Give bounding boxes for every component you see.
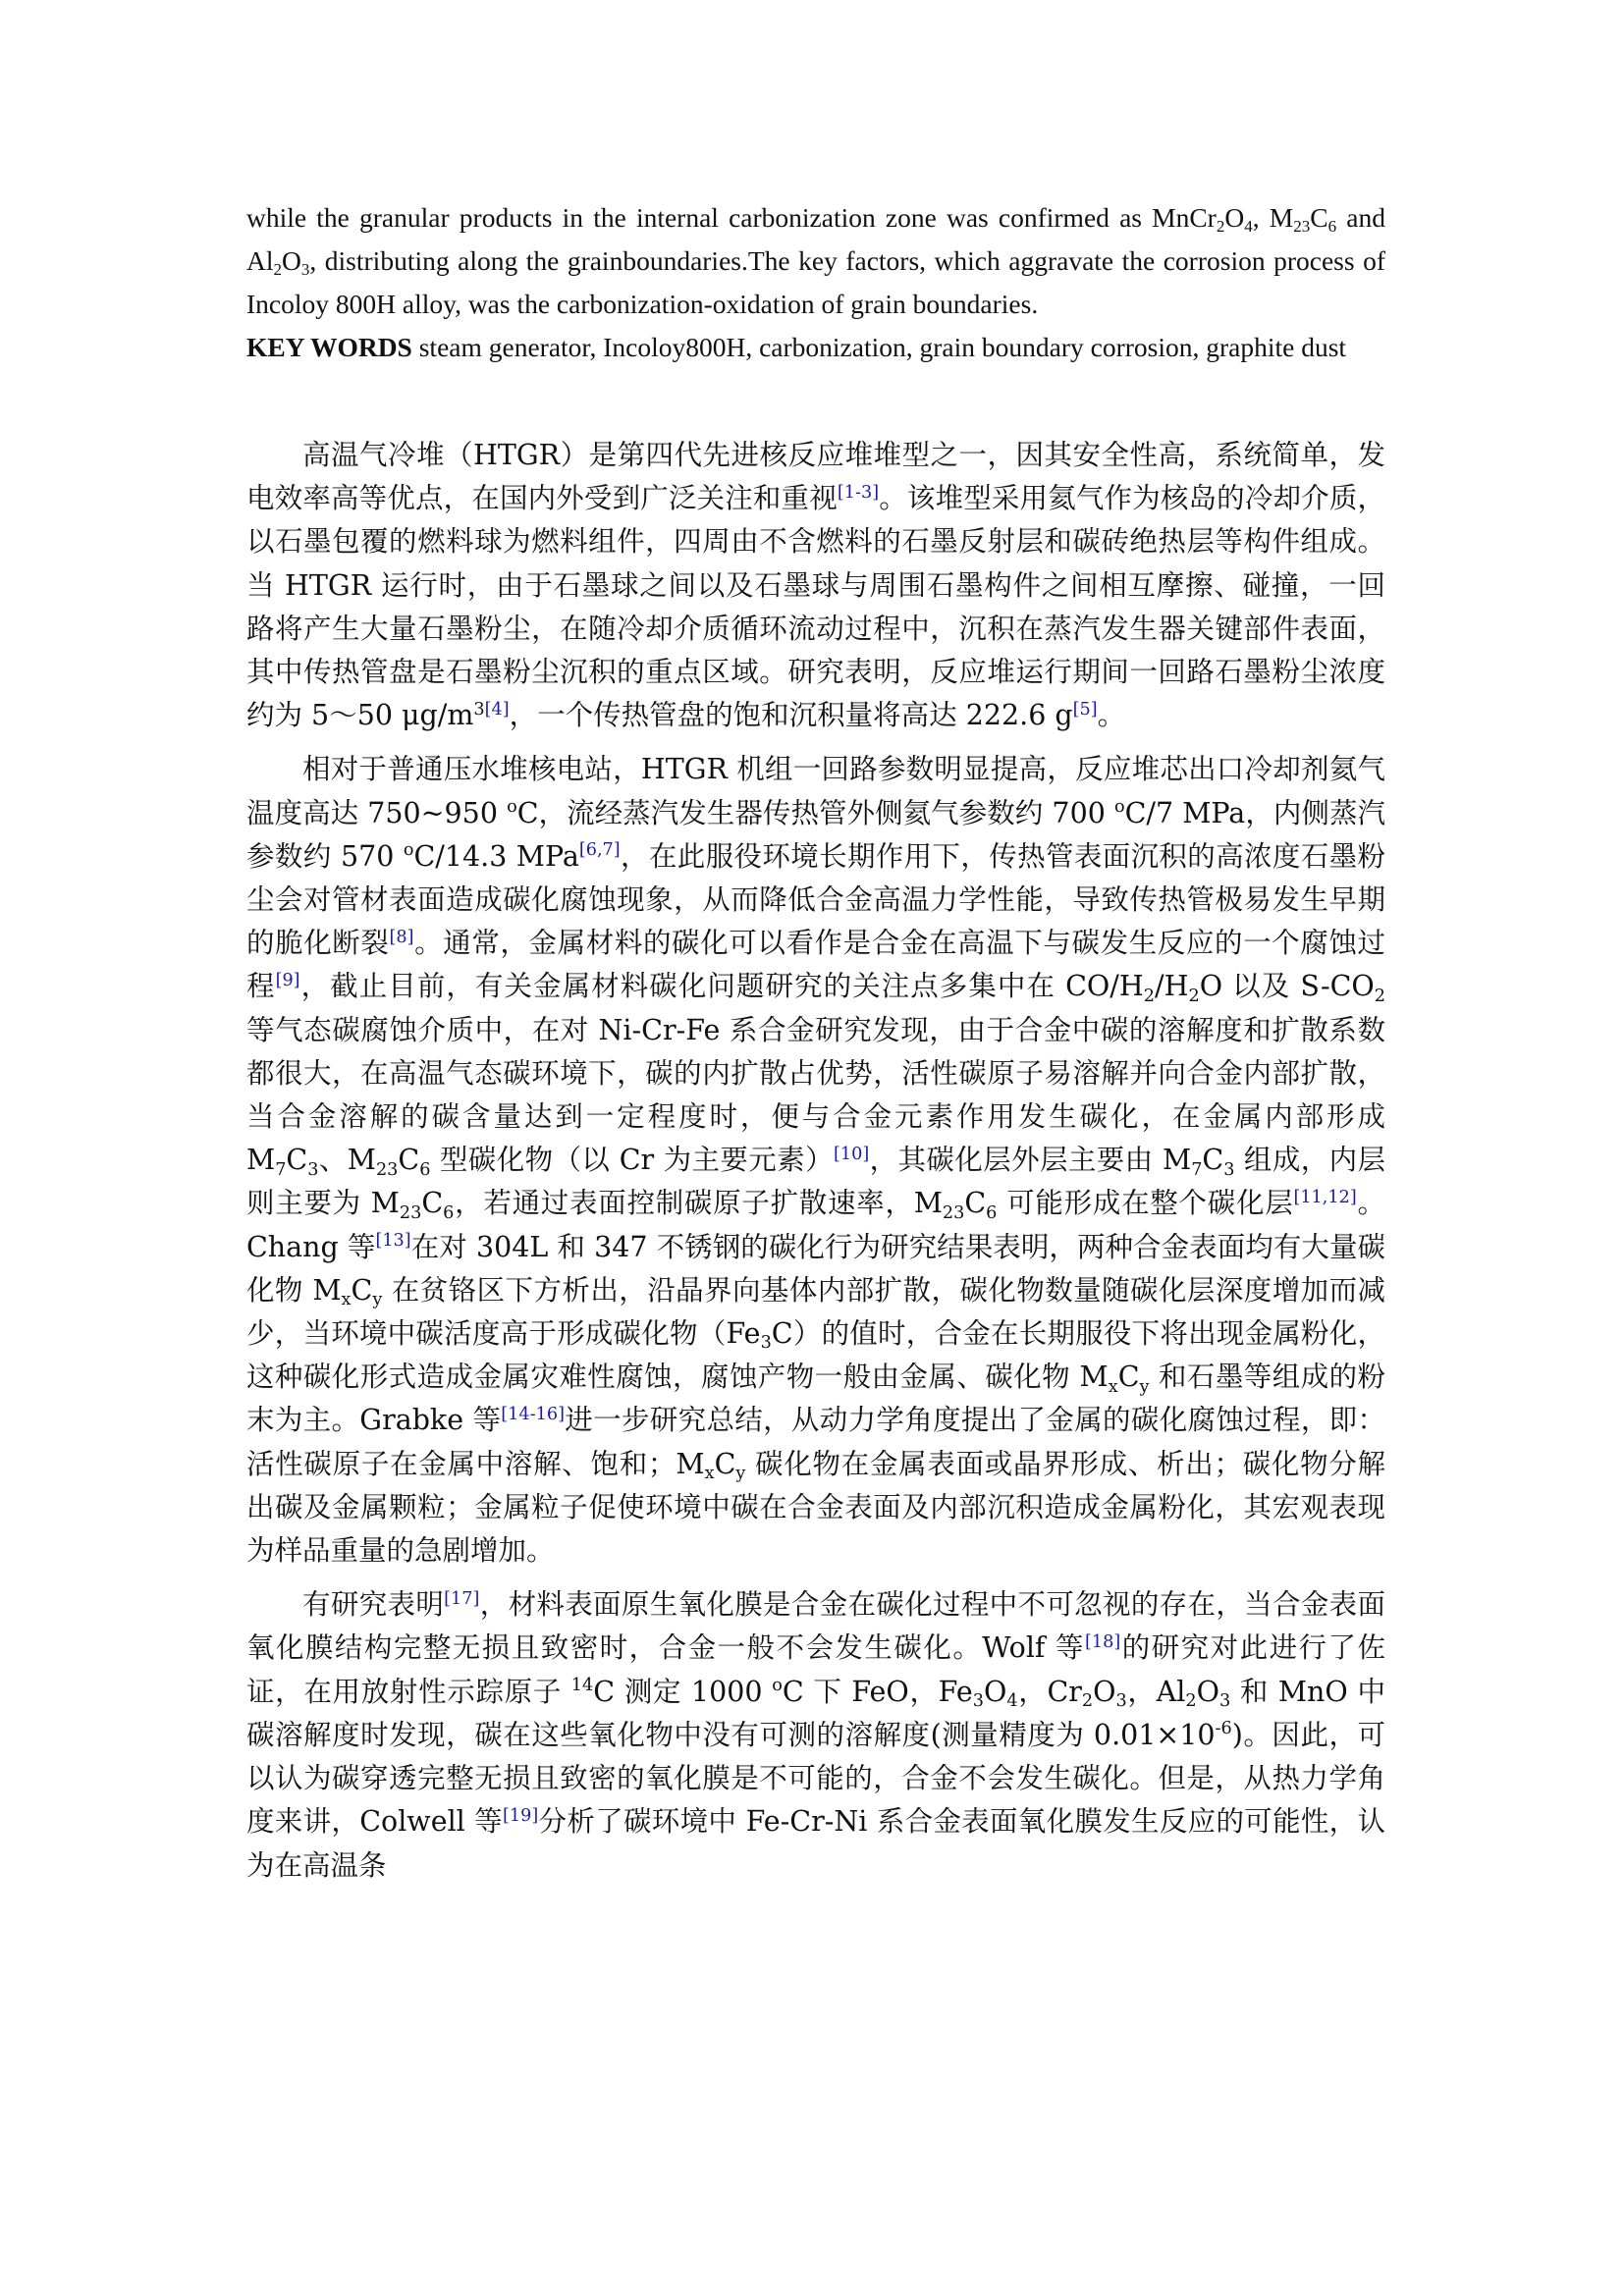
citation[interactable]: [9] [275, 970, 300, 990]
citation[interactable]: [14-16] [501, 1404, 565, 1424]
abstract-paragraph: while the granular products in the internal carbonization zone was confirmed as $MnCr_2O_4$, $M_{23}C_6$ and $Al_2O_3$, distributing along the grainboundaries.The key factors, which aggravate the corrosion process of Incoloy 800H alloy, was the carbonization-oxidation of grain boundaries. [246, 202, 1385, 319]
citation[interactable]: [10] [833, 1144, 870, 1164]
keywords [246, 326, 1385, 369]
citation[interactable]: [1-3] [837, 482, 880, 503]
citation[interactable]: [18] [1084, 1631, 1121, 1652]
paragraph-3: 有研究表明[17]，材料表面原生氧化膜是合金在碳化过程中不可忽视的存在，当合金表面氧化膜结构完整无损且致密时，合金一般不会发生碳化。Wolf 等[18]的研究对此进行了佐证，在用放射性示踪原子 $^{14}$C 测定 1000 $^o$C 下 FeO，$Fe_3O_4$，$Cr_2O_3$，$Al_2O_3$ 和 MnO 中碳溶解度时发现，碳在这些氧化物中没有可测的溶解度(测量精度为 $0.01\times 10^{-6}$)。因此，可以认为碳穿透完整无损且致密的氧化膜是不可能的，合金不会发生碳化。但是，从热力学角度来讲，Colwell 等[19]分析了碳环境中 Fe-Cr-Ni 系合金表面氧化膜发生反应的可能性，认为在高温条 [246, 1588, 1385, 1882]
citation[interactable]: [11,12] [1293, 1187, 1357, 1207]
citation[interactable]: [8] [389, 927, 414, 947]
citation[interactable]: [13] [375, 1231, 411, 1252]
keywords-text: steam generator, Incoloy800H, carbonization, grain boundary corrosion, graphite dust [411, 332, 1347, 362]
citation[interactable]: [4] [484, 699, 510, 720]
body-text [246, 434, 1385, 1888]
citation[interactable]: [6,7] [578, 840, 621, 861]
keywords-label: KEY WORDS [246, 332, 412, 362]
paragraph-1: 高温气冷堆（HTGR）是第四代先进核反应堆堆型之一，因其安全性高，系统简单，发电效率高等优点，在国内外受到广泛关注和重视[1-3]。该堆型采用氦气作为核岛的冷却介质，以石墨包覆的燃料球为燃料组件，四周由不含燃料的石墨反射层和碳砖绝热层等构件组成。当 HTGR 运行时，由于石墨球之间以及石墨球与周围石墨构件之间相互摩擦、碰撞，一回路将产生大量石墨粉尘，在随冷却介质循环流动过程中，沉积在蒸汽发生器关键部件表面，其中传热管盘是石墨粉尘沉积的重点区域。研究表明，反应堆运行期间一回路石墨粉尘浓度约为 5～50 μg/m$^{3[4]}$，一个传热管盘的饱和沉积量将高达 222.6 g[5]。 [246, 439, 1385, 732]
english-abstract [246, 196, 1385, 369]
paragraph-2: 相对于普通压水堆核电站，HTGR 机组一回路参数明显提高，反应堆芯出口冷却剂氦气温度高达 750~950 $^o$C，流经蒸汽发生器传热管外侧氦气参数约 700 $^o$C/7 MPa，内侧蒸汽参数约 570 $^o$C/14.3 MPa[6,7]，在此服役环境长期作用下，传热管表面沉积的高浓度石墨粉尘会对管材表面造成碳化腐蚀现象，从而降低合金高温力学性能，导致传热管极易发生早期的脆化断裂[8]。通常，金属材料的碳化可以看作是合金在高温下与碳发生反应的一个腐蚀过程[9]，截止目前，有关金属材料碳化问题研究的关注点多集中在 $CO/H_2/H_2O$ 以及 $S-CO_2$ 等气态碳腐蚀介质中，在对 Ni-Cr-Fe 系合金研究发现，由于合金中碳的溶解度和扩散系数都很大，在高温气态碳环境下，碳的内扩散占优势，活性碳原子易溶解并向合金内部扩散，当合金溶解的碳含量达到一定程度时，便与合金元素作用发生碳化，在金属内部形成 $M_7C_3$、$M_{23}C_6$ 型碳化物（以 Cr 为主要元素）[10]，其碳化层外层主要由 $M_7C_3$ 组成，内层则主要为 $M_{23}C_6$，若通过表面控制碳原子扩散速率，$M_{23}C_6$ 可能形成在整个碳化层[11,12]。Chang 等[13]在对 304L 和 347 不锈钢的碳化行为研究结果表明，两种合金表面均有大量碳化物 $M_xC_y$ 在贫铬区下方析出，沿晶界向基体内部扩散，碳化物数量随碳化层深度增加而减少，当环境中碳活度高于形成碳化物$(Fe_3C)$的值时，合金在长期服役下将出现金属粉化，这种碳化形式造成金属灾难性腐蚀，腐蚀产物一般由金属、碳化物 $M_xC_y$ 和石墨等组成的粉末为主。Grabke 等[14-16]进一步研究总结，从动力学角度提出了金属的碳化腐蚀过程，即：活性碳原子在金属中溶解、饱和；$M_xC_y$ 碳化物在金属表面或晶界形成、析出；碳化物分解出碳及金属颗粒；金属粒子促使环境中碳在合金表面及内部沉积造成金属粉化，其宏观表现为样品重量的急剧增加。 [246, 753, 1386, 1568]
citation[interactable]: [5] [1072, 699, 1098, 720]
citation[interactable]: [17] [444, 1588, 480, 1609]
citation[interactable]: [19] [502, 1805, 539, 1826]
